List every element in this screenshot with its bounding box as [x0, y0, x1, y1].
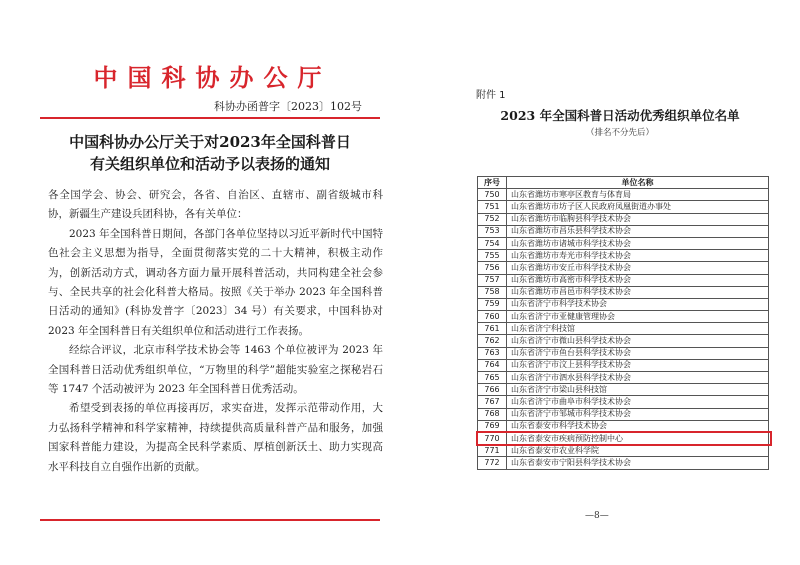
row-unit-name: 山东省济宁市泗水县科学技术协会	[507, 372, 769, 384]
row-number: 764	[478, 359, 507, 371]
table-row	[478, 189, 769, 201]
page-number: —8—	[585, 511, 609, 521]
table-row	[478, 298, 769, 310]
row-number: 770	[478, 432, 507, 444]
highlight-box	[476, 431, 772, 446]
table-body	[478, 189, 769, 469]
table-row	[478, 457, 769, 469]
row-number: 753	[478, 225, 507, 237]
row-number: 763	[478, 347, 507, 359]
table-row	[478, 396, 769, 408]
row-unit-name: 山东省济宁市邹城市科学技术协会	[507, 408, 769, 420]
body-paragraph: 各全国学会、协会、研究会，各省、自治区、直辖市、副省级城市科协，新疆生产建设兵团科协，各有关单位：	[48, 189, 383, 221]
row-number: 759	[478, 298, 507, 310]
header-number: 序号	[478, 177, 507, 189]
row-number: 769	[478, 420, 507, 432]
table-row	[478, 359, 769, 371]
table-row	[478, 237, 769, 249]
table-row	[478, 372, 769, 384]
table-row	[478, 408, 769, 420]
table-row	[478, 286, 769, 298]
row-unit-name: 山东省泰安市疾病预防控制中心	[507, 432, 769, 444]
row-number: 772	[478, 457, 507, 469]
row-unit-name: 山东省济宁市梁山县科技馆	[507, 384, 769, 396]
table-row	[478, 323, 769, 335]
red-divider-bottom	[40, 519, 380, 521]
list-title: 2023 年全国科普日活动优秀组织单位名单	[500, 108, 740, 123]
row-number: 751	[478, 201, 507, 213]
table-row	[478, 201, 769, 213]
row-unit-name: 山东省泰安市宁阳县科学技术协会	[507, 457, 769, 469]
body-paragraph: 2023 年全国科普日期间，各部门各单位坚持以习近平新时代中国特色社会主义思想为指导，全面贯彻落实党的二十大精神，积极主动作为，创新活动方式，调动各方面力量开展科普活动，共同构建全社会参与、全民共享的社会化科普大格局。按照《关于举办 2023 年全国科普日活动的通知》(科协发普字〔2023〕34 号）有关要求，中国科协对 2023 年全国科普日有关组织单位和活动进行工作表扬。	[48, 227, 383, 337]
row-unit-name: 山东省济宁科技馆	[507, 323, 769, 335]
attachment-label: 附件 1	[476, 90, 506, 101]
row-number: 768	[478, 408, 507, 420]
table-row	[478, 225, 769, 237]
row-number: 757	[478, 274, 507, 286]
row-unit-name: 山东省济宁市曲阜市科学技术协会	[507, 396, 769, 408]
row-number: 766	[478, 384, 507, 396]
notice-headline	[40, 131, 380, 175]
row-number: 752	[478, 213, 507, 225]
table-row	[478, 213, 769, 225]
table-row	[478, 311, 769, 323]
row-unit-name: 山东省济宁市科学技术协会	[507, 298, 769, 310]
row-number: 765	[478, 372, 507, 384]
row-unit-name: 山东省济宁市汶上县科学技术协会	[507, 359, 769, 371]
doc-number: 科协办函普字〔2023〕102号	[214, 100, 362, 113]
row-unit-name: 山东省潍坊市临朐县科学技术协会	[507, 213, 769, 225]
row-unit-name: 山东省潍坊市坊子区人民政府凤凰街道办事处	[507, 201, 769, 213]
org-title: 中国科协办公厅	[93, 63, 332, 92]
row-unit-name: 山东省潍坊市昌邑市科学技术协会	[507, 286, 769, 298]
row-number: 767	[478, 396, 507, 408]
row-unit-name: 山东省潍坊市高密市科学技术协会	[507, 274, 769, 286]
row-unit-name: 山东省潍坊市寒亭区教育与体育局	[507, 189, 769, 201]
table-row	[478, 384, 769, 396]
row-number: 754	[478, 237, 507, 249]
table-row	[478, 274, 769, 286]
row-number: 756	[478, 262, 507, 274]
header-unit-name: 单位名称	[507, 177, 769, 189]
row-unit-name: 山东省济宁市微山县科学技术协会	[507, 335, 769, 347]
row-number: 771	[478, 445, 507, 457]
headline-line-1: 中国科协办公厅关于对2023年全国科普日	[69, 133, 351, 151]
row-number: 750	[478, 189, 507, 201]
notice-body	[48, 186, 383, 477]
table-row	[478, 445, 769, 457]
row-number: 762	[478, 335, 507, 347]
row-unit-name: 山东省泰安市农业科学院	[507, 445, 769, 457]
table-row	[478, 250, 769, 262]
table-header-row	[478, 177, 769, 189]
row-number: 761	[478, 323, 507, 335]
list-subtitle: （排名不分先后）	[585, 128, 654, 138]
headline-line-2: 有关组织单位和活动予以表扬的通知	[89, 155, 330, 173]
table-row	[478, 335, 769, 347]
red-divider-top	[40, 117, 380, 119]
table-row	[478, 262, 769, 274]
row-unit-name: 山东省济宁市亚健康管理协会	[507, 311, 769, 323]
row-unit-name: 山东省泰安市科学技术协会	[507, 420, 769, 432]
body-paragraph: 希望受到表扬的单位再接再厉，求实奋进，发挥示范带动作用，大力弘扬科学精神和科学家精神，持续提供高质量科普产品和服务，加强国家科普能力建设，为提高全民科学素质、厚植创新沃土、助力实现高水平科技自立自强作出新的贡献。	[48, 402, 383, 473]
row-unit-name: 山东省潍坊市昌乐县科学技术协会	[507, 225, 769, 237]
row-number: 758	[478, 286, 507, 298]
row-unit-name: 山东省潍坊市诸城市科学技术协会	[507, 237, 769, 249]
row-unit-name: 山东省济宁市鱼台县科学技术协会	[507, 347, 769, 359]
row-unit-name: 山东省潍坊市寿光市科学技术协会	[507, 250, 769, 262]
body-paragraph: 经综合评议，北京市科学技术协会等 1463 个单位被评为 2023 年全国科普日活动优秀组织单位，“万物里的科学”超能实验室之探秘岩石等 1747 个活动被评为 2023 年全国科普日优秀活动。	[48, 344, 383, 396]
row-number: 755	[478, 250, 507, 262]
row-unit-name: 山东省潍坊市安丘市科学技术协会	[507, 262, 769, 274]
row-number: 760	[478, 311, 507, 323]
table-row	[478, 347, 769, 359]
unit-table	[477, 176, 769, 470]
